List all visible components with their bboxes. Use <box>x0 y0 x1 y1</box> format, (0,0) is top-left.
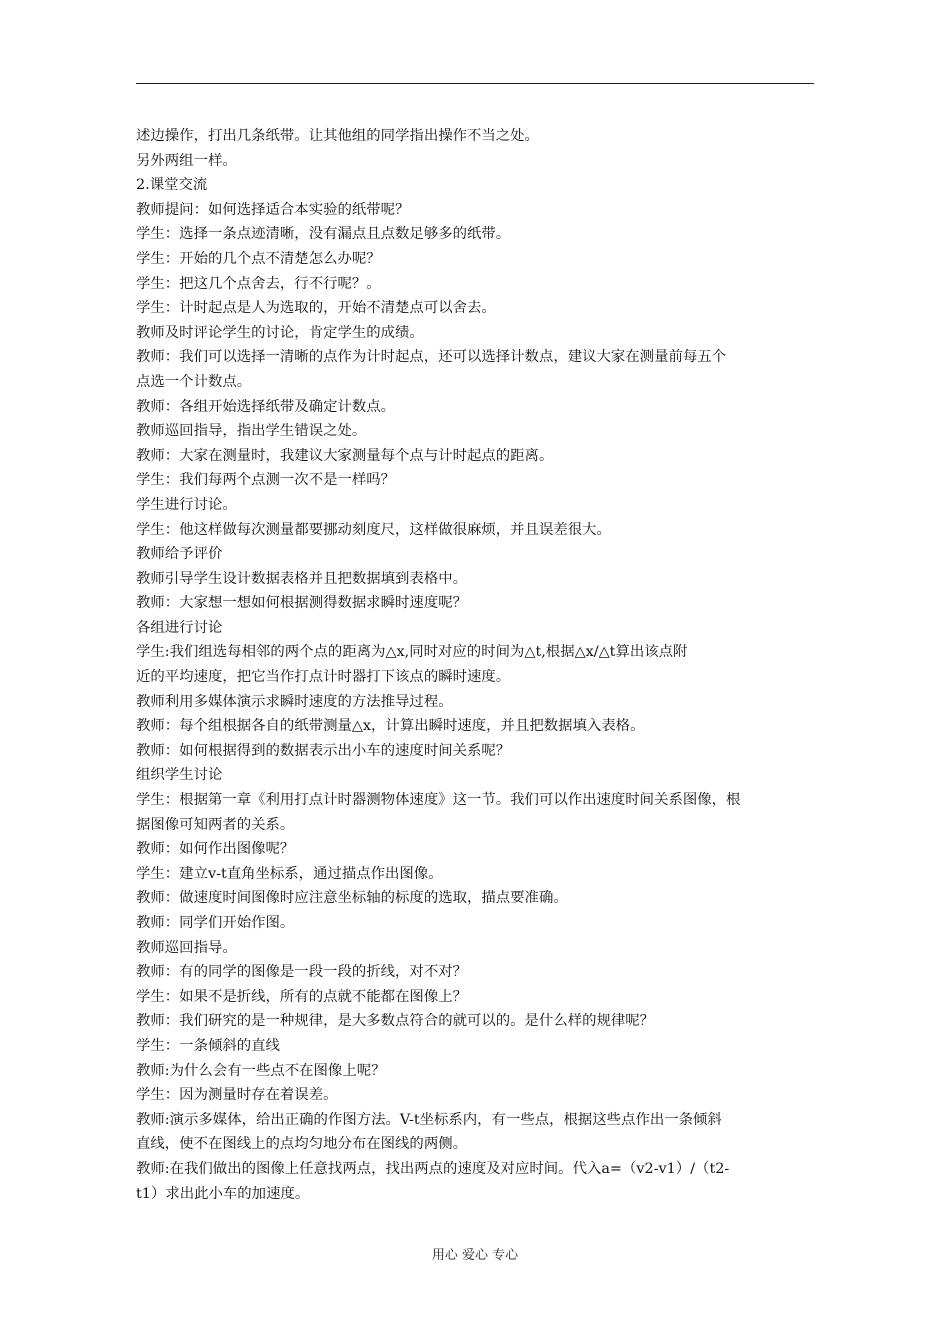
text-line: 学生：他这样做每次测量都要挪动刻度尺，这样做很麻烦，并且误差很大。 <box>136 521 611 538</box>
text-line: 教师：如何根据得到的数据表示出小车的速度时间关系呢？ <box>136 742 511 759</box>
text-line: 学生：建立v-t直角坐标系，通过描点作出图像。 <box>136 865 443 882</box>
text-line: 述边操作，打出几条纸带。让其他组的同学指出操作不当之处。 <box>136 128 539 144</box>
text-line: 另外两组一样。 <box>136 152 237 169</box>
text-line: 教师:演示多媒体，给出正确的作图方法。V-t坐标系内，有一些点，根据这些点作出一条倾斜 <box>136 1111 722 1128</box>
text-line: 组织学生讨论 <box>136 767 223 784</box>
page-footer: 用心 爱心 专心 <box>431 1248 519 1263</box>
text-line: 教师利用多媒体演示求瞬时速度的方法推导过程。 <box>136 693 453 710</box>
text-line: 学生进行讨论。 <box>136 496 237 513</box>
text-line: 学生：开始的几个点不清楚怎么办呢？ <box>136 250 381 267</box>
text-line: 教师提问：如何选择适合本实验的纸带呢？ <box>136 201 410 218</box>
text-line: 教师：每个组根据各自的纸带测量△x，计算出瞬时速度，并且把数据填入表格。 <box>136 718 645 735</box>
text-line: 学生：根据第一章《利用打点计时器测物体速度》这一节。我们可以作出速度时间关系图像，根 <box>136 792 741 809</box>
text-line: 学生：选择一条点迹清晰，没有漏点且点数足够多的纸带。 <box>136 226 511 243</box>
text-line: 教师巡回指导，指出学生错误之处。 <box>136 423 367 440</box>
text-line: 学生：把这几个点舍去，行不行呢？。 <box>136 275 381 292</box>
text-line: 学生：如果不是折线，所有的点就不能都在图像上？ <box>136 988 467 1005</box>
text-line: 教师巡回指导。 <box>136 939 237 956</box>
text-line: 教师：我们可以选择一清晰的点作为计时起点，还可以选择计数点，建议大家在测量前每五个 <box>136 349 727 366</box>
section-heading: 2.课堂交流 <box>136 177 208 194</box>
document-body <box>136 124 816 1206</box>
text-line: 点选一个计数点。 <box>136 373 252 390</box>
text-line: 直线，使不在图线上的点均匀地分布在图线的两侧。 <box>136 1136 467 1153</box>
text-line: 教师及时评论学生的讨论，肯定学生的成绩。 <box>136 324 424 341</box>
text-line: 各组进行讨论 <box>136 619 223 636</box>
text-line: 教师给予评价 <box>136 546 223 563</box>
text-line: 教师：大家想一想如何根据测得数据求瞬时速度呢？ <box>136 595 467 612</box>
text-line: 教师引导学生设计数据表格并且把数据填到表格中。 <box>136 570 467 587</box>
text-line: 据图像可知两者的关系。 <box>136 816 295 833</box>
text-line: 学生：计时起点是人为选取的，开始不清楚点可以舍去。 <box>136 300 496 317</box>
text-line: 教师：同学们开始作图。 <box>136 915 295 931</box>
text-line: 近的平均速度，把它当作打点计时器打下该点的瞬时速度。 <box>136 669 511 686</box>
text-line: 教师：大家在测量时，我建议大家测量每个点与计时起点的距离。 <box>136 447 554 464</box>
text-line: 教师:在我们做出的图像上任意找两点，找出两点的速度及对应时间。代入a=（v2-v1）/（t2- <box>136 1160 730 1177</box>
text-line: 教师：如何作出图像呢？ <box>136 841 295 858</box>
text-line: 学生：我们每两个点测一次不是一样吗？ <box>136 472 396 489</box>
text-line: 学生：一条倾斜的直线 <box>136 1037 280 1054</box>
text-line: 教师：我们研究的是一种规律，是大多数点符合的就可以的。是什么样的规律呢？ <box>136 1013 655 1030</box>
text-line: 教师：各组开始选择纸带及确定计数点。 <box>136 398 396 415</box>
text-line: t1）求出此小车的加速度。 <box>136 1185 310 1202</box>
text-line: 教师:为什么会有一些点不在图像上呢？ <box>136 1062 386 1079</box>
header-rule <box>136 83 814 84</box>
text-line: 学生:我们组选每相邻的两个点的距离为△x,同时对应的时间为△t,根据△x/△t算出该点附 <box>136 644 688 661</box>
text-line: 教师：有的同学的图像是一段一段的折线，对不对？ <box>136 964 467 981</box>
text-line: 学生：因为测量时存在着误差。 <box>136 1087 338 1104</box>
text-line: 教师：做速度时间图像时应注意坐标轴的标度的选取，描点要准确。 <box>136 890 568 907</box>
